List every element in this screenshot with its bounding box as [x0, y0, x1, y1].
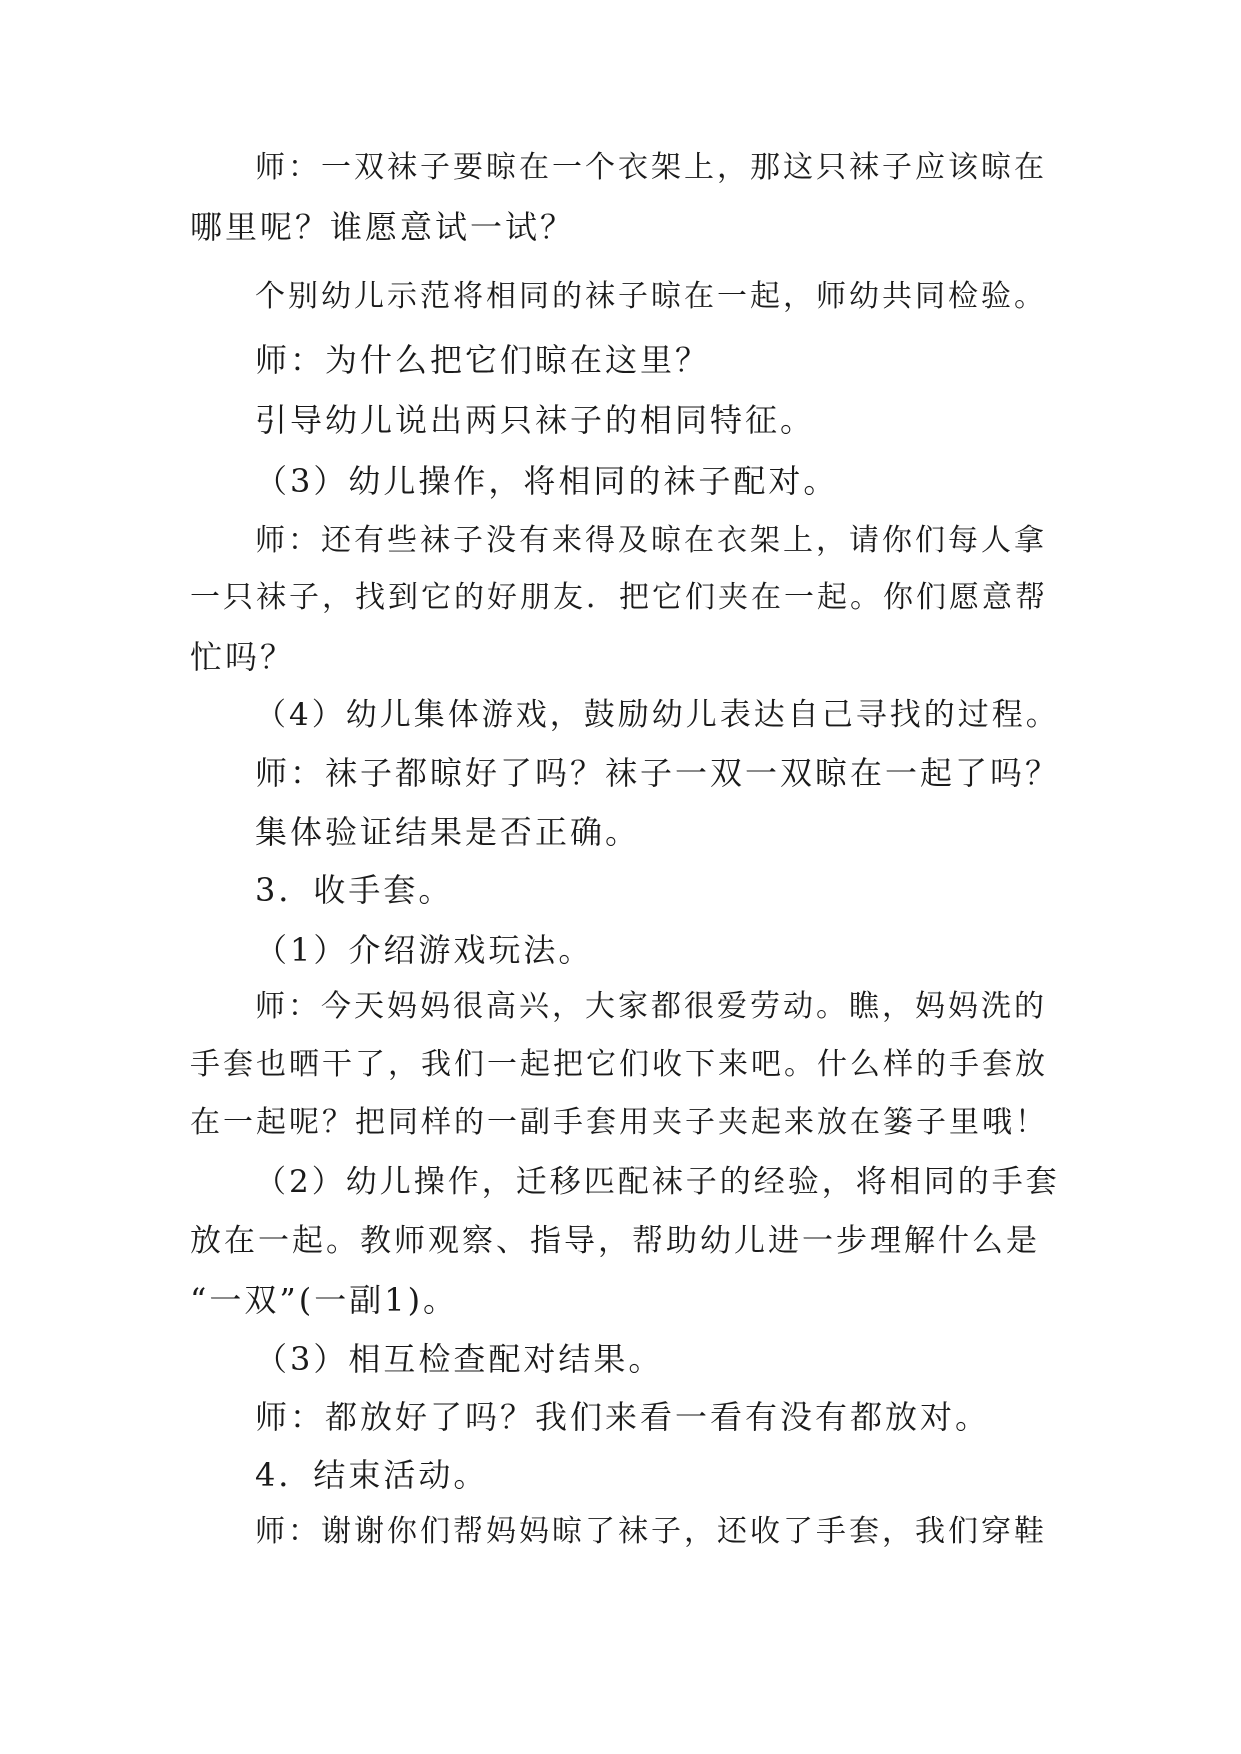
text-line: 师：今天妈妈很高兴，大家都很爱劳动。瞧，妈妈洗的 — [255, 989, 1047, 1024]
text-line: 师：为什么把它们晾在这里？ — [255, 341, 711, 379]
text-line: 师：袜子都晾好了吗？袜子一双一双晾在一起了吗？ — [255, 754, 1061, 792]
text-line: 师：还有些袜子没有来得及晾在衣架上，请你们每人拿 — [255, 523, 1047, 558]
text-line: 一只袜子，找到它的好朋友．把它们夹在一起。你们愿意帮 — [190, 580, 1048, 615]
text-line: 引导幼儿说出两只袜子的相同特征。 — [255, 401, 816, 439]
text-line: （4）幼儿集体游戏，鼓励幼儿表达自己寻找的过程。 — [255, 697, 1060, 733]
text-line: （3）幼儿操作，将相同的袜子配对。 — [255, 462, 839, 500]
text-line: 放在一起。教师观察、指导，帮助幼儿进一步理解什么是 — [190, 1223, 1040, 1259]
text-line: 师：都放好了吗？我们来看一看有没有都放对。 — [255, 1398, 991, 1436]
text-line: “一双”(一副1)。 — [190, 1281, 459, 1319]
text-line: 4．结束活动。 — [255, 1456, 489, 1494]
text-line: 个别幼儿示范将相同的袜子晾在一起，师幼共同检验。 — [255, 279, 1047, 314]
text-line: 忙吗？ — [190, 638, 296, 676]
text-line: 在一起呢？把同样的一副手套用夹子夹起来放在篓子里哦！ — [190, 1105, 1048, 1140]
text-line: 师：谢谢你们帮妈妈晾了袜子，还收了手套，我们穿鞋 — [255, 1514, 1047, 1549]
text-line: （3）相互检查配对结果。 — [255, 1340, 664, 1378]
text-line: （2）幼儿操作，迁移匹配袜子的经验，将相同的手套 — [255, 1164, 1060, 1200]
text-line: （1）介绍游戏玩法。 — [255, 931, 594, 969]
text-line: 集体验证结果是否正确。 — [255, 813, 641, 851]
text-line: 手套也晒干了，我们一起把它们收下来吧。什么样的手套放 — [190, 1047, 1048, 1082]
text-line: 哪里呢？谁愿意试一试？ — [190, 208, 576, 246]
text-line: 3．收手套。 — [255, 871, 454, 909]
text-line: 师：一双袜子要晾在一个衣架上，那这只袜子应该晾在 — [255, 150, 1047, 185]
